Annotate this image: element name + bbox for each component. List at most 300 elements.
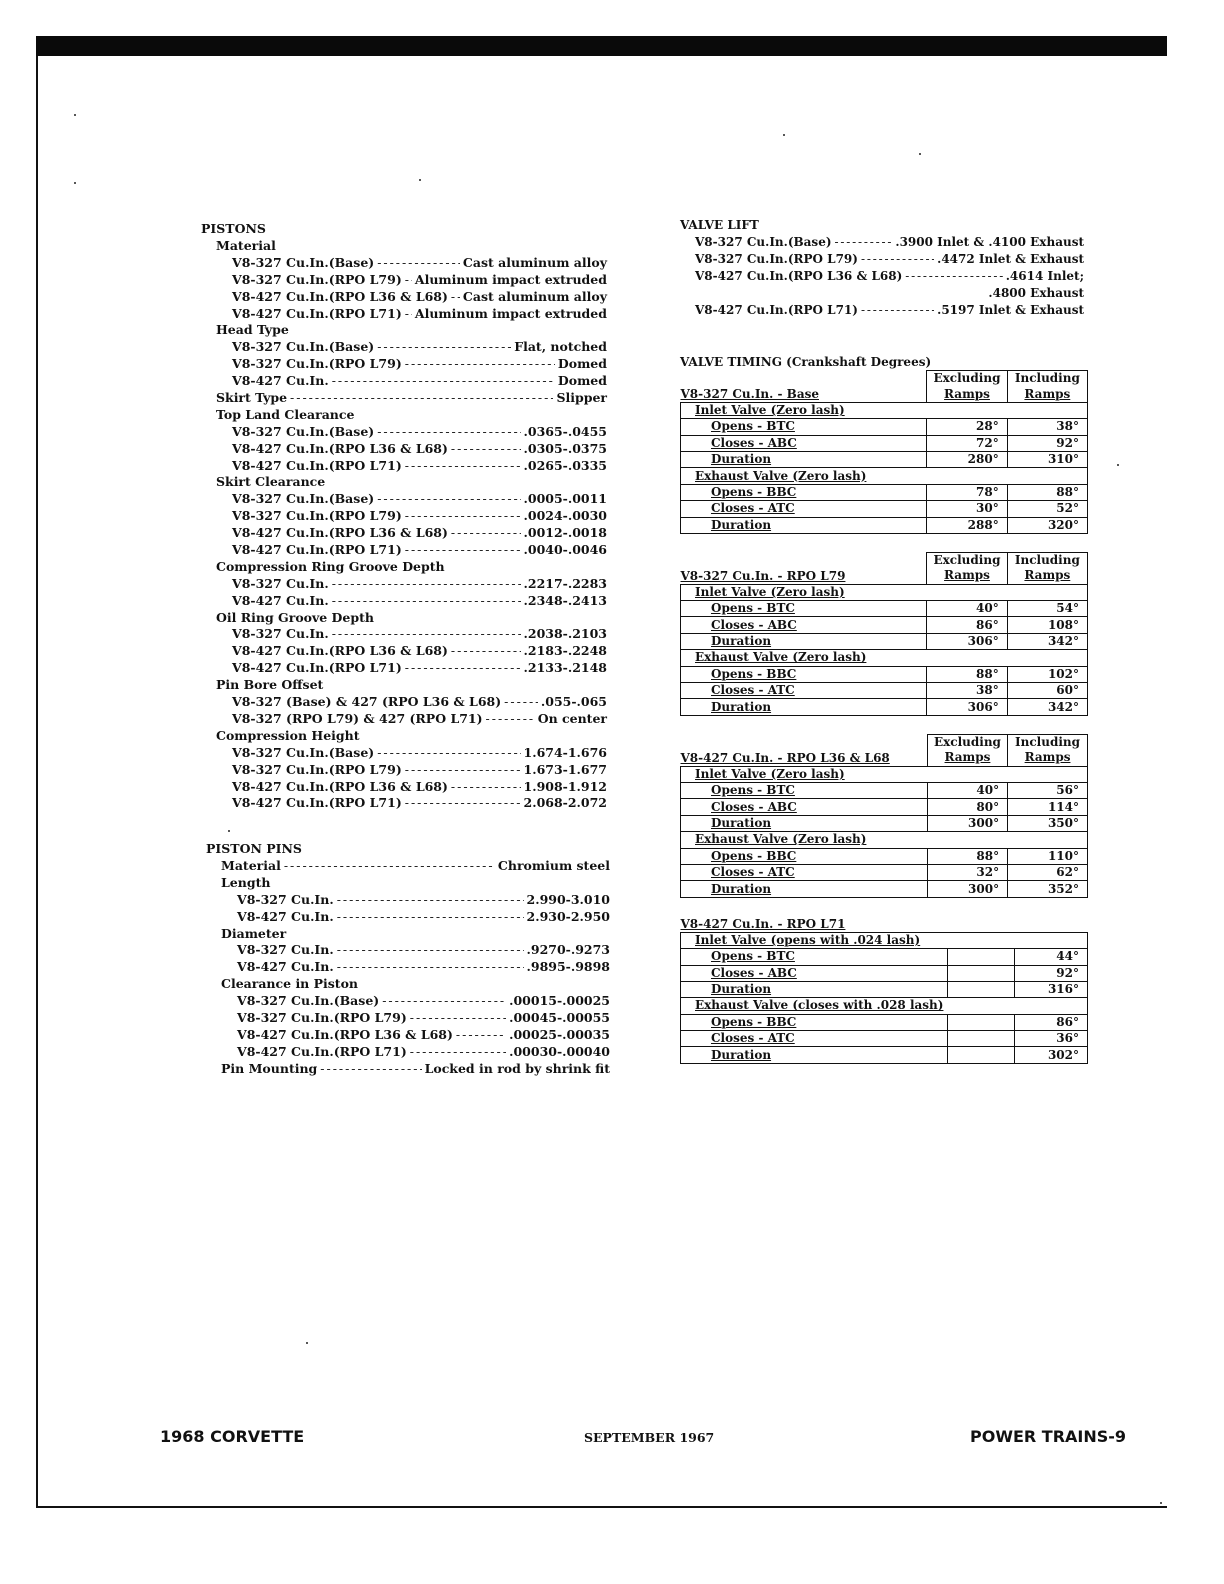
valve-group-label: Exhaust Valve (Zero lash) xyxy=(681,650,927,666)
leader-dashes xyxy=(377,745,520,762)
valve-lift-spec-list xyxy=(680,234,1084,318)
valve-group-filler xyxy=(927,650,1088,666)
timing-event-label: Opens - BBC xyxy=(681,484,927,500)
spec-line xyxy=(201,508,607,525)
leader-dashes xyxy=(377,339,511,356)
valve-group-row xyxy=(681,650,1088,666)
spec-value: Flat, notched xyxy=(514,339,607,355)
timing-event-label: Opens - BTC xyxy=(681,782,928,798)
footer-date: SEPTEMBER 1967 xyxy=(584,1430,715,1445)
spec-label: V8-427 Cu.In. xyxy=(232,373,329,389)
scan-speck xyxy=(919,153,921,155)
valve-group-row xyxy=(681,766,1088,782)
pistons-section xyxy=(201,220,607,812)
spec-label: V8-427 Cu.In.(RPO L71) xyxy=(237,1043,407,1059)
valve-group-label: Inlet Valve (Zero lash) xyxy=(681,766,928,782)
timing-row xyxy=(681,782,1088,798)
excluding-ramps-value: 306° xyxy=(927,633,1007,649)
excluding-ramps-value: 86° xyxy=(927,617,1007,633)
spec-line xyxy=(206,875,610,892)
spec-label: V8-427 Cu.In.(RPO L71) xyxy=(695,302,858,317)
timing-row xyxy=(681,435,1088,451)
including-ramps-value: 316° xyxy=(1014,981,1087,997)
spec-label: V8-427 Cu.In.(RPO L71) xyxy=(232,795,402,811)
spec-line xyxy=(201,339,607,356)
valve-lift-section xyxy=(680,216,1084,318)
timing-event-label: Duration xyxy=(681,633,927,649)
spec-value: .0365-.0455 xyxy=(523,423,607,439)
leader-dashes xyxy=(451,289,460,306)
leader-dashes xyxy=(332,373,555,390)
spec-label: V8-327 (Base) & 427 (RPO L36 & L68) xyxy=(232,694,502,710)
spec-value: Domed xyxy=(557,373,607,389)
spec-label: V8-327 Cu.In.(Base) xyxy=(237,993,380,1009)
leader-dashes xyxy=(332,576,521,593)
excluding-ramps-value: 306° xyxy=(927,699,1007,715)
spec-label: V8-427 Cu.In.(RPO L36 & L68) xyxy=(232,440,448,456)
including-ramps-value: 302° xyxy=(1014,1047,1087,1063)
spec-line xyxy=(201,643,607,660)
including-ramps-value: 88° xyxy=(1007,484,1087,500)
including-ramps-value: 56° xyxy=(1008,782,1088,798)
excluding-ramps-value: 80° xyxy=(927,799,1007,815)
leader-dashes xyxy=(405,795,521,812)
timing-row xyxy=(681,666,1088,682)
spec-value: 1.908-1.912 xyxy=(523,778,607,794)
timing-row xyxy=(681,517,1088,533)
valve-group-label: Exhaust Valve (Zero lash) xyxy=(681,468,927,484)
spec-line xyxy=(201,728,607,745)
spec-label: V8-427 Cu.In.(RPO L71) xyxy=(232,305,402,321)
timing-event-label: Opens - BBC xyxy=(681,1014,948,1030)
excluding-ramps-value: 40° xyxy=(927,782,1007,798)
pistons-spec-list xyxy=(201,238,607,812)
leader-dashes xyxy=(332,626,521,643)
spec-label: Oil Ring Groove Depth xyxy=(216,609,374,625)
valve-timing-table xyxy=(680,734,1088,898)
including-ramps-value: 62° xyxy=(1008,864,1088,880)
spec-line xyxy=(201,272,607,289)
spec-line xyxy=(201,306,607,323)
timing-event-label: Duration xyxy=(681,451,927,467)
valve-group-row xyxy=(681,998,1088,1014)
spec-value: Aluminum impact extruded xyxy=(414,305,607,321)
valve-group-filler xyxy=(927,402,1088,418)
spec-line xyxy=(206,959,610,976)
spec-label: V8-427 Cu.In.(RPO L36 & L68) xyxy=(232,778,448,794)
timing-row xyxy=(681,881,1088,897)
including-ramps-value: 310° xyxy=(1007,451,1087,467)
spec-line xyxy=(201,610,607,627)
leader-dashes xyxy=(290,390,553,407)
spec-label: V8-327 Cu.In.(RPO L79) xyxy=(232,271,402,287)
valve-group-filler xyxy=(927,832,1087,848)
spec-line xyxy=(201,559,607,576)
leader-dashes xyxy=(451,441,521,458)
spec-label: Top Land Clearance xyxy=(216,406,355,422)
spec-value: .0265-.0335 xyxy=(523,457,607,473)
valve-timing-table-block xyxy=(680,370,1088,534)
timing-event-label: Opens - BTC xyxy=(681,419,927,435)
spec-line xyxy=(206,993,610,1010)
valve-group-label: Exhaust Valve (Zero lash) xyxy=(681,832,928,848)
spec-value: .2133-.2148 xyxy=(523,660,607,676)
spec-line xyxy=(201,356,607,373)
including-ramps-value: 60° xyxy=(1007,683,1087,699)
leader-dashes xyxy=(410,1010,506,1027)
valve-timing-section xyxy=(680,354,1088,1064)
spec-line xyxy=(201,238,607,255)
spec-value: Slipper xyxy=(556,390,607,406)
spec-value: .4472 Inlet & Exhaust xyxy=(937,251,1084,266)
timing-row xyxy=(681,419,1088,435)
leader-dashes xyxy=(405,508,521,525)
spec-line xyxy=(201,593,607,610)
spec-line xyxy=(206,942,610,959)
piston-pins-spec-list xyxy=(206,858,610,1078)
valve-timing-table xyxy=(680,370,1088,534)
column-header-ramps: Ramps xyxy=(1007,568,1087,584)
column-header-excluding: Excluding xyxy=(927,552,1007,568)
spec-label: Clearance in Piston xyxy=(221,976,359,992)
spec-line xyxy=(201,576,607,593)
spec-label: V8-327 Cu.In.(RPO L79) xyxy=(695,251,858,266)
excluding-ramps-value: 30° xyxy=(927,501,1007,517)
spec-line xyxy=(201,711,607,728)
spec-line xyxy=(206,1010,610,1027)
timing-event-label: Duration xyxy=(681,981,948,997)
timing-event-label: Closes - ATC xyxy=(681,1031,948,1047)
timing-event-label: Opens - BBC xyxy=(681,848,928,864)
spec-line xyxy=(680,285,1084,302)
spec-label: V8-427 Cu.In.(RPO L36 & L68) xyxy=(232,525,448,541)
spec-line xyxy=(201,255,607,272)
leader-dashes xyxy=(337,959,524,976)
leader-dashes xyxy=(377,491,520,508)
spec-value: Cast aluminum alloy xyxy=(462,254,607,270)
spec-line xyxy=(206,909,610,926)
excluding-ramps-value xyxy=(947,949,1014,965)
including-ramps-value: 110° xyxy=(1008,848,1088,864)
excluding-ramps-value: 88° xyxy=(927,666,1007,682)
column-header-including: Including xyxy=(1008,734,1088,750)
timing-event-label: Closes - ATC xyxy=(681,864,928,880)
spec-label: V8-327 Cu.In. xyxy=(237,891,334,907)
timing-row xyxy=(681,864,1088,880)
spec-label: Diameter xyxy=(221,925,287,941)
spec-value: 2.068-2.072 xyxy=(523,795,607,811)
leader-dashes xyxy=(337,892,524,909)
spec-label: V8-327 Cu.In.(RPO L79) xyxy=(232,356,402,372)
scan-speck xyxy=(74,182,76,184)
spec-line xyxy=(201,745,607,762)
excluding-ramps-value xyxy=(947,1031,1014,1047)
scan-speck xyxy=(783,134,785,136)
excluding-ramps-value xyxy=(947,1047,1014,1063)
leader-dashes xyxy=(405,542,521,559)
timing-event-label: Closes - ABC xyxy=(681,965,948,981)
spec-label: V8-427 Cu.In.(RPO L71) xyxy=(232,660,402,676)
spec-label: V8-327 Cu.In.(Base) xyxy=(232,423,375,439)
leader-dashes xyxy=(504,694,538,711)
spec-value: .0012-.0018 xyxy=(523,525,607,541)
section-title-valve-lift: VALVE LIFT xyxy=(680,218,759,232)
including-ramps-value: 52° xyxy=(1007,501,1087,517)
valve-group-label: Exhaust Valve (closes with .028 lash) xyxy=(681,998,948,1014)
spec-value: .00030-.00040 xyxy=(509,1043,610,1059)
spec-line xyxy=(201,373,607,390)
leader-dashes xyxy=(905,268,1002,285)
spec-label: V8-427 Cu.In.(RPO L71) xyxy=(232,457,402,473)
spec-line xyxy=(206,1061,610,1078)
scan-speck xyxy=(74,114,76,116)
leader-dashes xyxy=(405,306,412,323)
spec-value: .0305-.0375 xyxy=(523,440,607,456)
including-ramps-value: 36° xyxy=(1014,1031,1087,1047)
piston-pins-section xyxy=(206,840,610,1078)
engine-table-name: V8-427 Cu.In. - RPO L36 & L68 xyxy=(680,750,890,765)
spec-value: 2.990-3.010 xyxy=(526,891,610,907)
including-ramps-value: 350° xyxy=(1008,815,1088,831)
spec-label: V8-327 Cu.In.(Base) xyxy=(232,254,375,270)
leader-dashes xyxy=(405,272,412,289)
leader-dashes xyxy=(486,711,535,728)
timing-event-label: Closes - ATC xyxy=(681,683,927,699)
spec-line xyxy=(206,926,610,943)
including-ramps-value: 342° xyxy=(1007,633,1087,649)
leader-dashes xyxy=(405,356,555,373)
spec-label: V8-427 Cu.In.(RPO L71) xyxy=(232,542,402,558)
leader-dashes xyxy=(861,251,934,268)
timing-event-label: Duration xyxy=(681,699,927,715)
spec-label: V8-327 Cu.In. xyxy=(232,626,329,642)
spec-value: Domed xyxy=(557,356,607,372)
valve-group-row xyxy=(681,468,1088,484)
valve-group-label: Inlet Valve (opens with .024 lash) xyxy=(681,932,948,948)
spec-label: V8-327 Cu.In.(Base) xyxy=(695,235,832,249)
leader-dashes xyxy=(377,424,520,441)
spec-value: .9895-.9898 xyxy=(526,959,610,975)
spec-line xyxy=(201,441,607,458)
spec-line xyxy=(201,390,607,407)
including-ramps-value: 38° xyxy=(1007,419,1087,435)
leader-dashes xyxy=(451,643,521,660)
valve-timing-table-block xyxy=(680,734,1088,898)
timing-event-label: Duration xyxy=(681,517,927,533)
spec-label: Compression Ring Groove Depth xyxy=(216,558,445,574)
spec-value: .4800 Exhaust xyxy=(988,285,1084,300)
spec-label: V8-327 Cu.In.(RPO L79) xyxy=(237,1010,407,1026)
leader-dashes xyxy=(332,593,521,610)
spec-label: Material xyxy=(216,238,276,253)
spec-label: Pin Mounting xyxy=(221,1060,318,1076)
spec-line xyxy=(680,234,1084,251)
column-header-ramps: Ramps xyxy=(927,750,1007,766)
engine-table-name: V8-327 Cu.In. - RPO L79 xyxy=(680,568,846,583)
leader-dashes xyxy=(405,660,521,677)
spec-label: V8-327 Cu.In. xyxy=(237,942,334,958)
spec-label: V8-427 Cu.In. xyxy=(237,908,334,924)
spec-label: V8-327 (RPO L79) & 427 (RPO L71) xyxy=(232,710,483,726)
timing-event-label: Duration xyxy=(681,881,928,897)
timing-event-label: Closes - ABC xyxy=(681,617,927,633)
timing-row xyxy=(681,699,1088,715)
spec-label: V8-327 Cu.In.(RPO L79) xyxy=(232,508,402,524)
spec-value: .0040-.0046 xyxy=(523,542,607,558)
spec-label: V8-327 Cu.In.(Base) xyxy=(232,744,375,760)
including-ramps-value: 342° xyxy=(1007,699,1087,715)
spec-line xyxy=(201,694,607,711)
spec-label: Pin Bore Offset xyxy=(216,677,324,693)
valve-timing-table-block xyxy=(680,916,1088,1064)
spec-value: .0005-.0011 xyxy=(523,491,607,507)
section-title-pistons: PISTONS xyxy=(201,221,266,236)
engine-table-name: V8-327 Cu.In. - Base xyxy=(680,386,819,401)
excluding-ramps-value: 300° xyxy=(927,881,1007,897)
excluding-ramps-value xyxy=(947,965,1014,981)
spec-line xyxy=(201,626,607,643)
spec-line xyxy=(206,892,610,909)
timing-row xyxy=(681,617,1088,633)
spec-value: .4614 Inlet; xyxy=(1005,268,1084,283)
spec-value: .055-.065 xyxy=(540,694,607,710)
spec-line xyxy=(201,474,607,491)
spec-label: V8-327 Cu.In.(RPO L79) xyxy=(232,761,402,777)
timing-row xyxy=(681,1047,1088,1063)
left-border-rule xyxy=(36,56,38,1508)
spec-label: V8-427 Cu.In.(RPO L36 & L68) xyxy=(237,1026,453,1042)
excluding-ramps-value: 78° xyxy=(927,484,1007,500)
including-ramps-value: 108° xyxy=(1007,617,1087,633)
spec-label: V8-427 Cu.In.(RPO L36 & L68) xyxy=(232,288,448,304)
spec-value: 2.930-2.950 xyxy=(526,908,610,924)
valve-group-label: Inlet Valve (Zero lash) xyxy=(681,584,927,600)
valve-group-row xyxy=(681,584,1088,600)
spec-value: .00015-.00025 xyxy=(509,993,610,1009)
spec-value: .9270-.9273 xyxy=(526,942,610,958)
spec-label: Compression Height xyxy=(216,727,360,743)
leader-dashes xyxy=(405,762,521,779)
spec-value: Chromium steel xyxy=(497,858,610,873)
spec-label: Material xyxy=(221,858,281,873)
bottom-border-rule xyxy=(36,1506,1167,1508)
footer-model: 1968 CORVETTE xyxy=(160,1427,305,1446)
spec-value: .2217-.2283 xyxy=(523,575,607,591)
scan-speck xyxy=(228,830,230,832)
including-ramps-value: 92° xyxy=(1007,435,1087,451)
timing-row xyxy=(681,484,1088,500)
leader-dashes xyxy=(451,779,521,796)
timing-row xyxy=(681,799,1088,815)
including-ramps-value: 86° xyxy=(1014,1014,1087,1030)
leader-dashes xyxy=(835,234,893,251)
column-header-ramps: Ramps xyxy=(927,568,1007,584)
spec-line xyxy=(201,322,607,339)
excluding-ramps-value: 40° xyxy=(927,601,1007,617)
excluding-ramps-value: 280° xyxy=(927,451,1007,467)
spec-label: Head Type xyxy=(216,322,289,338)
including-ramps-value: 54° xyxy=(1007,601,1087,617)
scan-speck xyxy=(1117,464,1119,466)
spec-label: V8-427 Cu.In.(RPO L36 & L68) xyxy=(695,268,903,283)
scan-speck xyxy=(419,179,421,181)
valve-group-row xyxy=(681,402,1088,418)
spec-line xyxy=(201,762,607,779)
spec-value: .3900 Inlet & .4100 Exhaust xyxy=(895,235,1084,249)
spec-value: Aluminum impact extruded xyxy=(414,271,607,287)
including-ramps-value: 44° xyxy=(1014,949,1087,965)
valve-timing-tables xyxy=(680,370,1088,1064)
timing-event-label: Opens - BTC xyxy=(681,949,948,965)
section-title-valve-timing: VALVE TIMING (Crankshaft Degrees) xyxy=(680,355,932,369)
timing-row xyxy=(681,451,1088,467)
column-header-ramps: Ramps xyxy=(927,386,1007,402)
spec-line xyxy=(201,795,607,812)
column-header-including: Including xyxy=(1007,371,1087,387)
spec-line xyxy=(201,458,607,475)
spec-label: Length xyxy=(221,874,271,890)
leader-dashes xyxy=(377,255,460,272)
timing-row xyxy=(681,683,1088,699)
excluding-ramps-value: 288° xyxy=(927,517,1007,533)
spec-line xyxy=(680,302,1084,319)
column-header-excluding: Excluding xyxy=(927,371,1007,387)
timing-row xyxy=(681,981,1088,997)
valve-group-filler xyxy=(947,998,1087,1014)
column-header-including: Including xyxy=(1007,552,1087,568)
excluding-ramps-value: 88° xyxy=(927,848,1007,864)
spec-label: V8-427 Cu.In.(RPO L36 & L68) xyxy=(232,643,448,659)
timing-event-label: Closes - ATC xyxy=(681,501,927,517)
timing-event-label: Duration xyxy=(681,1047,948,1063)
spec-value: On center xyxy=(537,710,607,726)
timing-row xyxy=(681,949,1088,965)
timing-row xyxy=(681,815,1088,831)
spec-value: .2348-.2413 xyxy=(523,592,607,608)
including-ramps-value: 320° xyxy=(1007,517,1087,533)
timing-event-label: Closes - ABC xyxy=(681,799,928,815)
spec-line xyxy=(201,424,607,441)
spec-line xyxy=(206,1044,610,1061)
timing-row xyxy=(681,848,1088,864)
valve-group-label: Inlet Valve (Zero lash) xyxy=(681,402,927,418)
spec-value: .00045-.00055 xyxy=(509,1010,610,1026)
leader-dashes xyxy=(861,302,934,319)
spec-line xyxy=(201,491,607,508)
valve-group-filler xyxy=(927,584,1088,600)
spec-line xyxy=(680,251,1084,268)
scan-speck xyxy=(1160,1502,1162,1504)
timing-row xyxy=(681,1014,1088,1030)
spec-line xyxy=(201,677,607,694)
spec-label: V8-427 Cu.In. xyxy=(237,959,334,975)
spec-line xyxy=(201,779,607,796)
top-black-bar xyxy=(36,36,1167,56)
valve-group-filler xyxy=(927,766,1087,782)
valve-timing-table xyxy=(680,552,1088,716)
timing-event-label: Opens - BTC xyxy=(681,601,927,617)
leader-dashes xyxy=(284,858,495,875)
footer-page-number: POWER TRAINS-9 xyxy=(970,1427,1127,1446)
spec-value: .00025-.00035 xyxy=(509,1026,610,1042)
spec-label: V8-327 Cu.In. xyxy=(232,575,329,591)
excluding-ramps-value: 72° xyxy=(927,435,1007,451)
timing-event-label: Opens - BBC xyxy=(681,666,927,682)
valve-group-filler xyxy=(927,468,1088,484)
spec-value: .2183-.2248 xyxy=(523,643,607,659)
spec-line xyxy=(201,407,607,424)
valve-timing-table-block xyxy=(680,552,1088,716)
